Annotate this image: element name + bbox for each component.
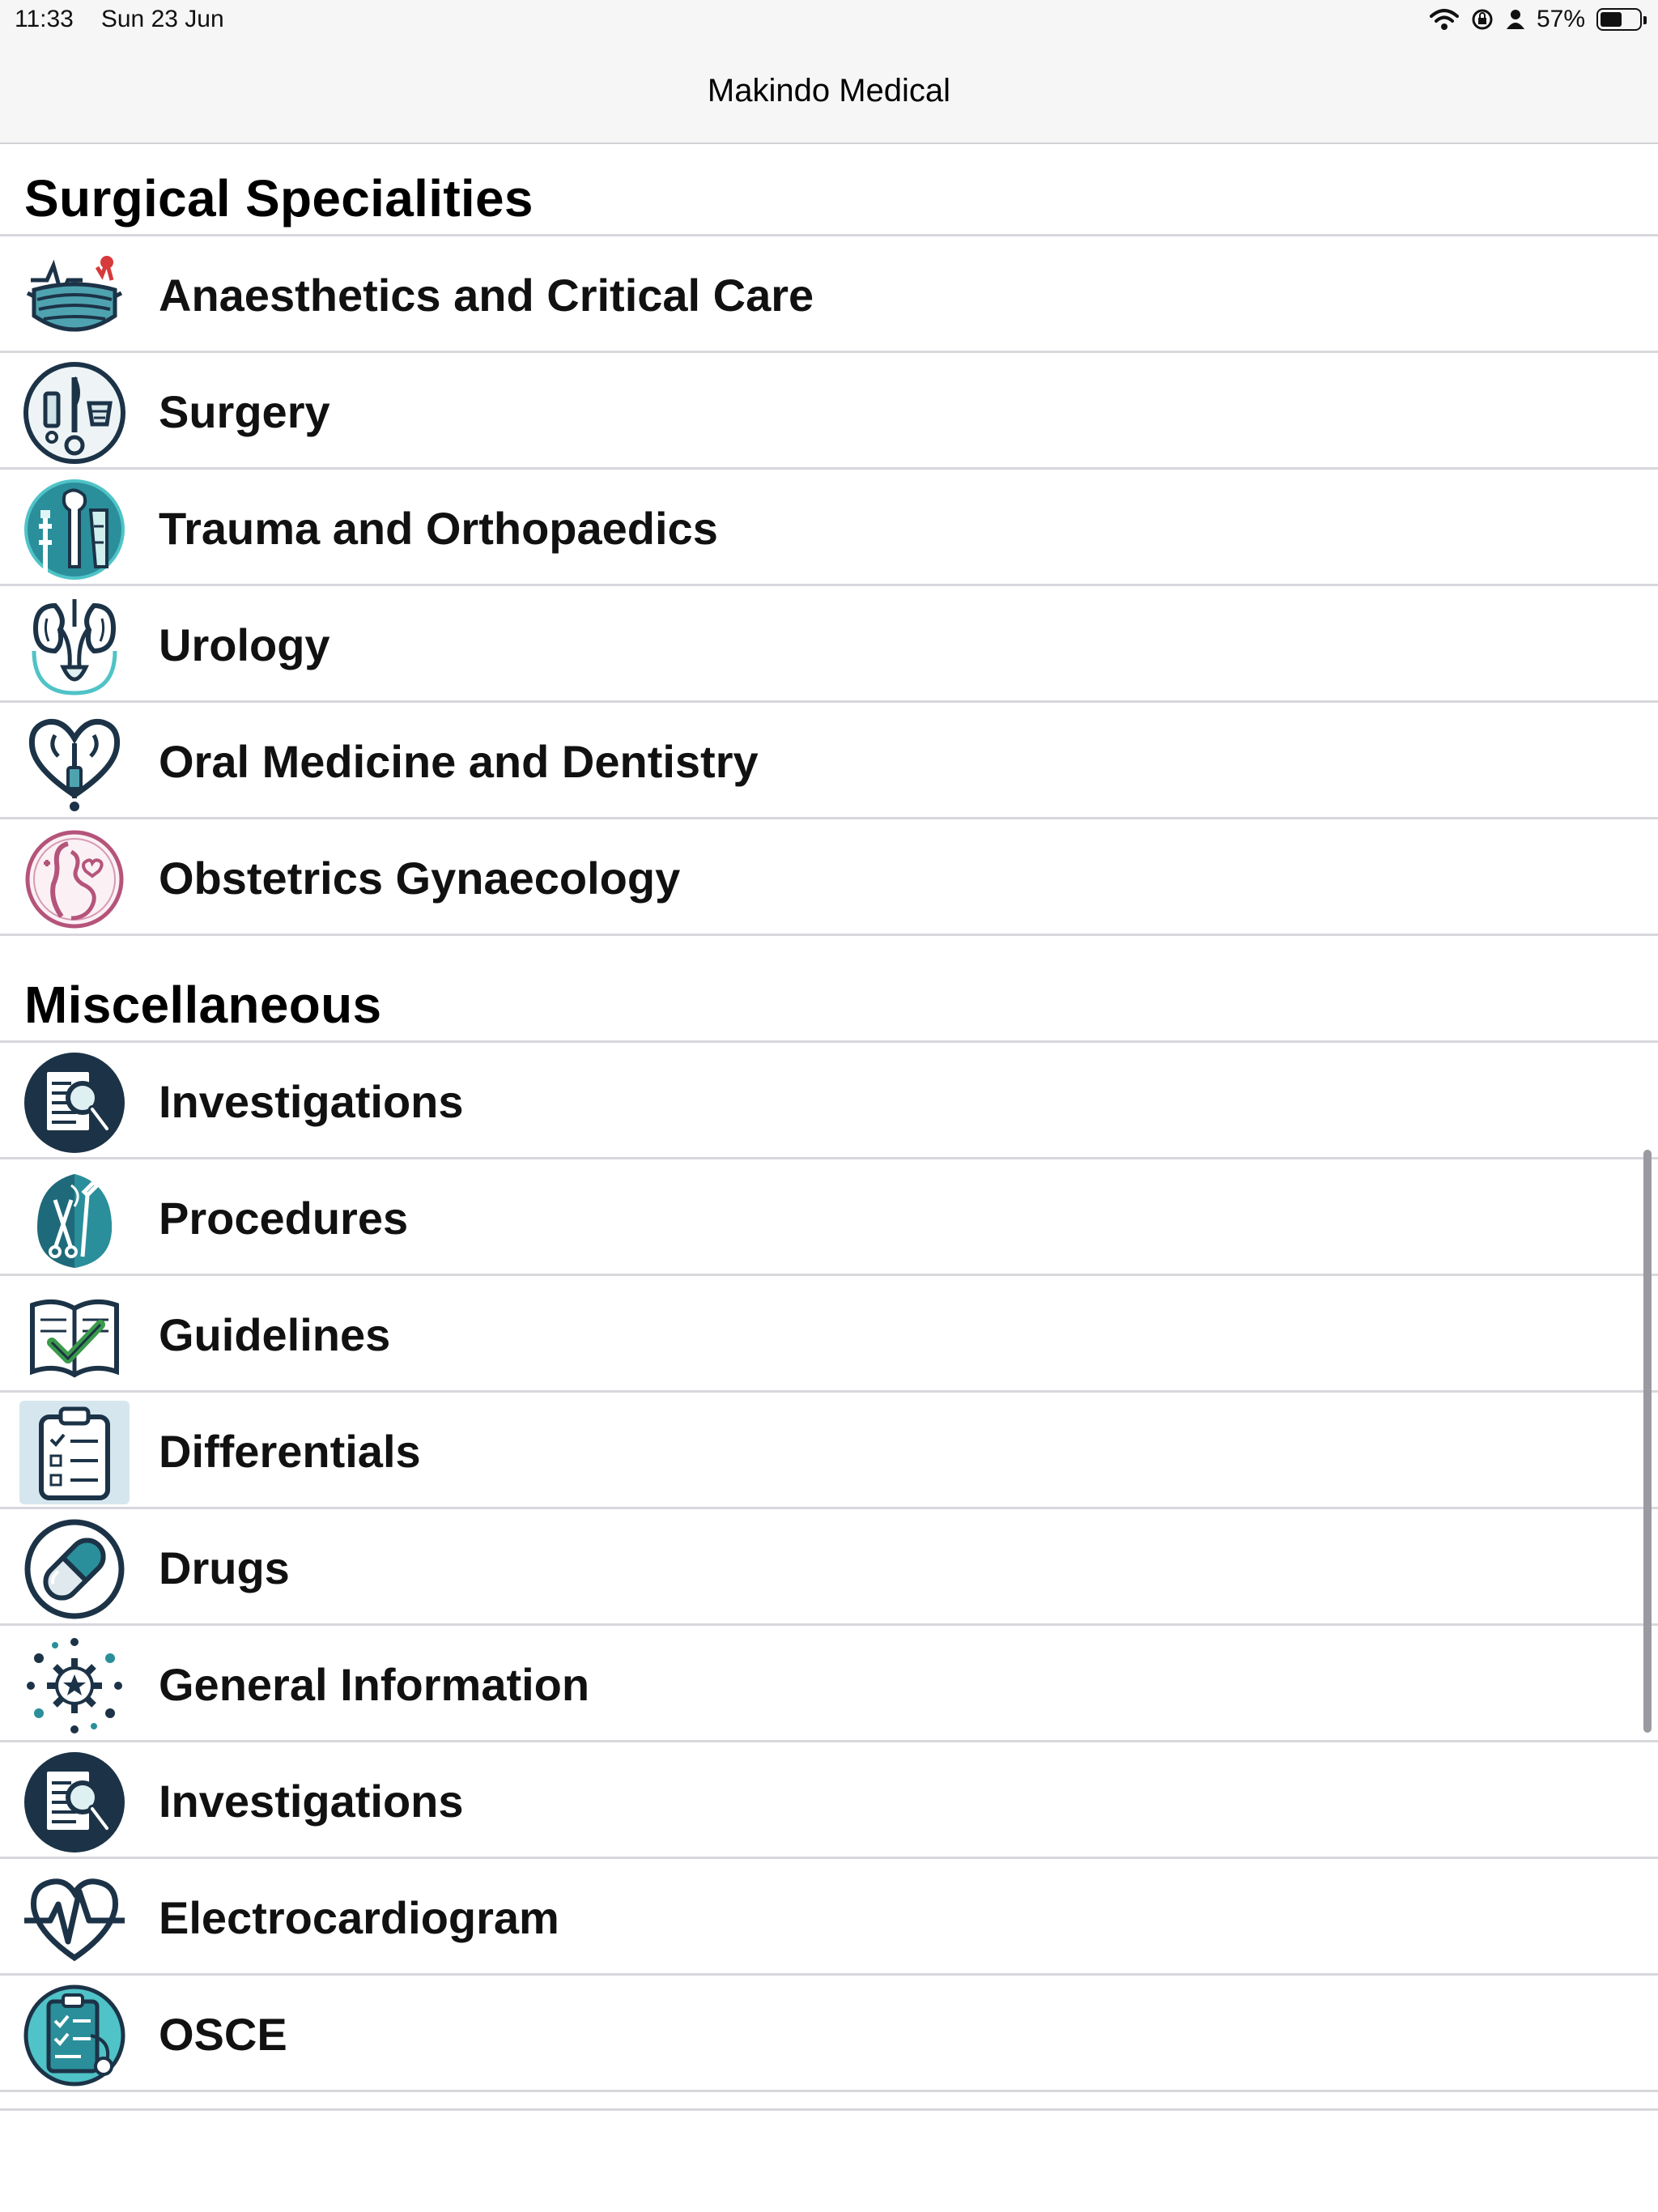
urology-icon [19, 594, 130, 698]
item-label: Obstetrics Gynaecology [159, 853, 681, 904]
screen-lock-icon [1470, 7, 1494, 32]
item-label: Anaesthetics and Critical Care [159, 270, 814, 321]
divider [0, 2108, 1658, 2111]
item-label: Electrocardiogram [159, 1892, 559, 1943]
list-item-obstetrics[interactable] [0, 819, 1658, 936]
list-item-investigations[interactable] [0, 1043, 1658, 1159]
person-icon [1506, 8, 1525, 31]
dentistry-icon [19, 711, 130, 815]
item-label: Oral Medicine and Dentistry [159, 736, 759, 787]
navigation-bar [0, 40, 1658, 144]
list-item-drugs[interactable] [0, 1509, 1658, 1626]
guidelines-icon [19, 1284, 130, 1388]
item-label: Differentials [159, 1426, 421, 1477]
surgery-icon [19, 361, 130, 465]
page-title: Makindo Medical [707, 73, 951, 108]
differentials-icon [19, 1401, 130, 1504]
status-date: Sun 23 Jun [100, 6, 224, 32]
osce-icon [19, 1984, 130, 2087]
battery-percent: 57% [1536, 6, 1585, 32]
item-label: Trauma and Orthopaedics [159, 503, 718, 554]
item-label: Investigations [159, 1776, 464, 1827]
scrollbar[interactable] [1643, 1150, 1652, 1733]
status-time: 11:33 [15, 6, 74, 32]
list-item-differentials[interactable] [0, 1393, 1658, 1509]
list-item-electrocardiogram[interactable] [0, 1859, 1658, 1976]
list-item-general-information[interactable] [0, 1626, 1658, 1742]
list-item-dentistry[interactable] [0, 703, 1658, 819]
section-header-surgical [0, 146, 1658, 236]
ecg-icon [19, 1867, 130, 1971]
investigations-icon [19, 1051, 130, 1155]
list-item-investigations-2[interactable] [0, 1742, 1658, 1859]
list-item-orthopaedics[interactable] [0, 470, 1658, 586]
anaesthetics-icon [19, 245, 130, 348]
obstetrics-icon [19, 827, 130, 931]
list-item-procedures[interactable] [0, 1159, 1658, 1276]
item-label: Surgery [159, 386, 330, 437]
item-label: Procedures [159, 1193, 409, 1244]
battery-icon [1596, 8, 1642, 31]
battery-level [1601, 12, 1622, 27]
list-item-anaesthetics[interactable] [0, 236, 1658, 353]
list-item-osce[interactable] [0, 1976, 1658, 2092]
list-item-surgery[interactable] [0, 353, 1658, 470]
list-item-urology[interactable] [0, 586, 1658, 703]
item-label: Urology [159, 619, 330, 670]
investigations-icon [19, 1750, 130, 1854]
item-label: Investigations [159, 1076, 464, 1127]
list-item-guidelines[interactable] [0, 1276, 1658, 1393]
item-label: Drugs [159, 1542, 290, 1593]
section-header-miscellaneous [0, 952, 1658, 1043]
status-bar [0, 0, 1658, 40]
section-title: Miscellaneous [24, 976, 382, 1034]
item-label: General Information [159, 1659, 590, 1710]
wifi-icon [1430, 8, 1459, 31]
item-label: OSCE [159, 2009, 287, 2060]
orthopaedics-icon [19, 478, 130, 581]
procedures-icon [19, 1168, 130, 1271]
drugs-icon [19, 1517, 130, 1621]
item-label: Guidelines [159, 1309, 391, 1360]
section-title: Surgical Specialities [24, 169, 534, 228]
general-information-icon [19, 1634, 130, 1738]
